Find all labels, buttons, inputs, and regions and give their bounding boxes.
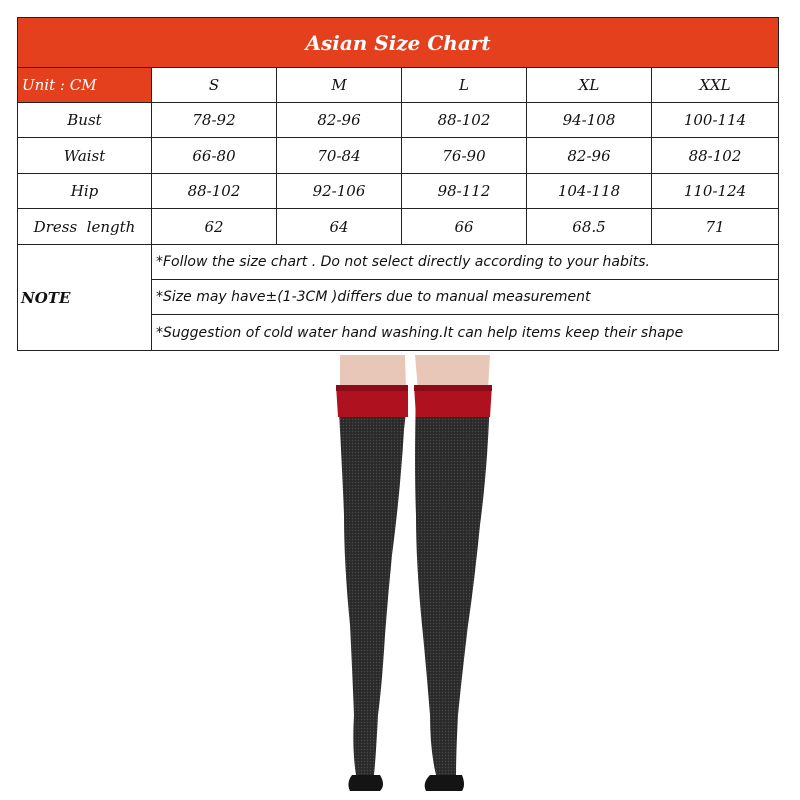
size-header-s: S (152, 68, 277, 103)
size-chart-table (17, 17, 779, 351)
note-line-1: *Follow the size chart . Do not select directly according to your habits. (152, 245, 778, 280)
table-cell: 92-106 (277, 174, 402, 209)
note-line-3: *Suggestion of cold water hand washing.It can help items keep their shape (156, 324, 684, 341)
table-cell: 104-118 (527, 174, 652, 209)
right-stocking (415, 393, 490, 775)
table-cell: 82-96 (277, 103, 402, 138)
table-cell: 94-108 (527, 103, 652, 138)
table-cell: 82-96 (527, 138, 652, 174)
size-chart-title: Asian Size Chart (18, 18, 778, 68)
table-cell: 62 (152, 209, 277, 245)
table-cell: 76-90 (402, 138, 527, 174)
size-header-m: M (277, 68, 402, 103)
size-header-xxl: XXL (652, 68, 778, 103)
note-line-2: *Size may have±(1-3CM )differs due to manual measurement (152, 280, 778, 315)
table-cell: 110-124 (652, 174, 778, 209)
table-cell: 78-92 (152, 103, 277, 138)
table-cell: 88-102 (652, 138, 778, 174)
left-stocking (338, 393, 408, 775)
table-cell: 98-112 (402, 174, 527, 209)
table-cell: 88-102 (402, 103, 527, 138)
table-cell: 100-114 (652, 103, 778, 138)
table-cell: 64 (277, 209, 402, 245)
table-cell: 68.5 (527, 209, 652, 245)
table-cell: 70-84 (277, 138, 402, 174)
row-label-hip: Hip (18, 174, 152, 209)
table-cell: 71 (652, 209, 778, 245)
unit-label: Unit : CM (18, 68, 152, 103)
table-cell: 66-80 (152, 138, 277, 174)
size-header-xl: XL (527, 68, 652, 103)
table-cell: 66 (402, 209, 527, 245)
row-label-dress-length: Dress length (18, 209, 152, 245)
row-label-bust: Bust (18, 103, 152, 138)
size-header-l: L (402, 68, 527, 103)
row-label-waist: Waist (18, 138, 152, 174)
note-label: NOTE (18, 245, 152, 350)
stockings-product-image (330, 355, 500, 795)
table-cell: 88-102 (152, 174, 277, 209)
